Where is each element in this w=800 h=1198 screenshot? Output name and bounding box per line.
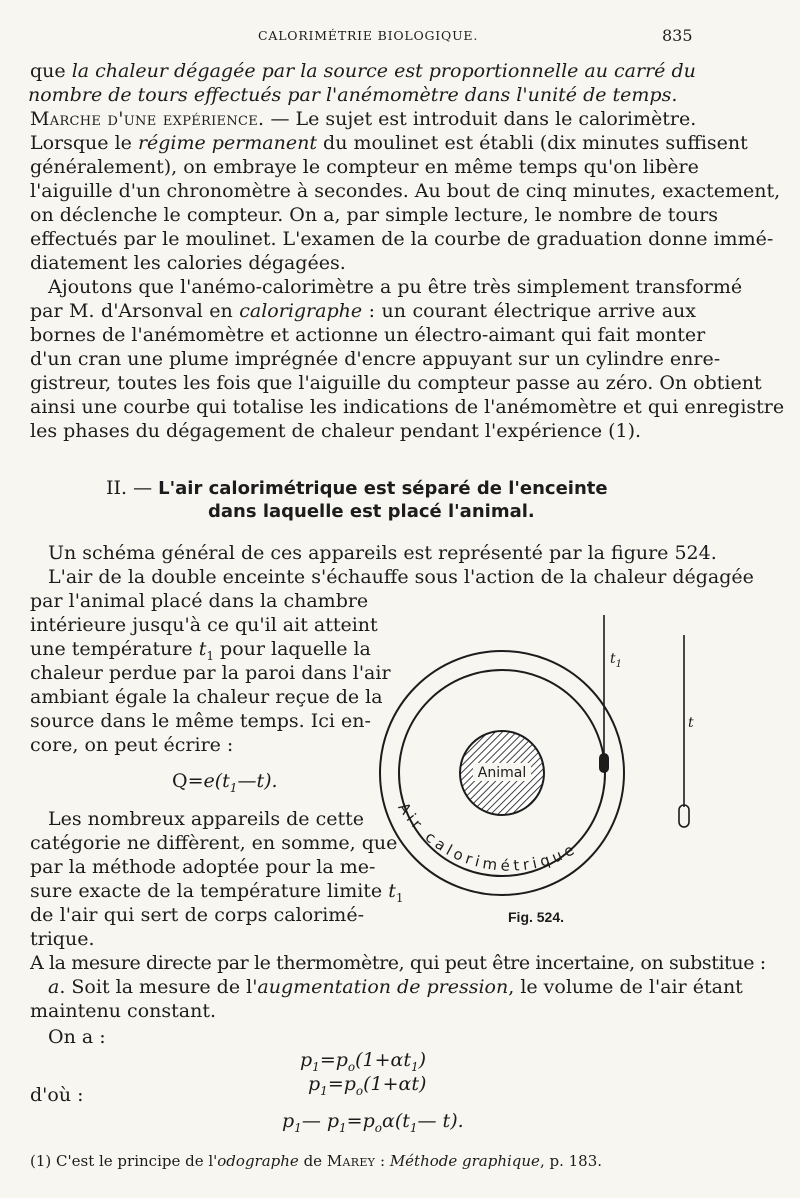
text-span: , le volume de l'air étant: [508, 976, 743, 998]
thermometer-t-bulb: [679, 805, 689, 827]
math-var: =p: [327, 1073, 356, 1095]
equation-3: [282, 1110, 464, 1135]
text-line: Un schéma général de ces appareils est représenté par la figure 524.: [48, 542, 717, 564]
text-line: Les nombreux appareils de cette: [48, 808, 364, 830]
math-subscript: o: [374, 1120, 382, 1135]
math-var: t: [198, 638, 207, 660]
math-subscript: 1: [229, 780, 238, 795]
equation-1: [300, 1049, 426, 1074]
text-line: Ajoutons que l'anémo-calorimètre a pu être très simplement transformé: [48, 276, 743, 298]
small-caps-heading: Marche d'une expérience.: [30, 108, 265, 130]
math-var: =p: [346, 1110, 375, 1132]
italic-span: Méthode graphique: [389, 1152, 540, 1170]
ring-label-path: Air calorimétrique: [394, 799, 581, 875]
text-line: [30, 131, 748, 155]
text-line: A la mesure directe par le thermomètre, qui peut être incertaine, on substitue :: [30, 952, 766, 974]
t1-label: [610, 651, 622, 670]
math-subscript: 1: [339, 1120, 347, 1135]
italic-span: la chaleur dégagée par la source est proportionnelle au carré du: [71, 60, 696, 82]
section-title-line-2: dans laquelle est placé l'animal.: [208, 501, 535, 522]
running-title: CALORIMÉTRIE BIOLOGIQUE.: [258, 28, 479, 43]
text-span: du moulinet est établi (dix minutes suffisent: [317, 132, 748, 154]
text-span: :: [375, 1152, 390, 1170]
text-span: — Le sujet est introduit dans le calorimètre.: [264, 108, 697, 130]
t-label: t: [688, 715, 694, 731]
text-line: l'aiguille d'un chronomètre à secondes. Au bout de cinq minutes, exactement,: [30, 180, 781, 202]
italic-span: régime permanent: [137, 132, 317, 154]
math-subscript: 1: [294, 1120, 302, 1135]
text-line: de l'air qui sert de corps calorimé-: [30, 904, 364, 926]
text-line: les phases du dégagement de chaleur pendant l'expérience (1).: [30, 420, 642, 442]
text-line: [30, 59, 694, 83]
math-subscript: o: [347, 1059, 356, 1074]
text-line: bornes de l'anémomètre et actionne un électro-aimant qui fait monter: [30, 324, 706, 346]
text-line: L'air de la double enceinte s'échauffe sous l'action de la chaleur dégagée: [48, 566, 754, 588]
math-var: e(t: [203, 770, 230, 792]
math-var: =p: [319, 1049, 348, 1071]
text-line: par la méthode adoptée pour la me-: [30, 856, 376, 878]
animal-label: Animal: [477, 765, 527, 781]
figure-caption: Fig. 524.: [508, 909, 565, 925]
text-span: sure exacte de la température limite: [30, 880, 389, 902]
text-line: On a :: [48, 1026, 106, 1048]
math-subscript: 1: [395, 890, 404, 905]
footnote: [30, 1152, 602, 1170]
math-var: —t).: [237, 770, 278, 792]
math-var: α(t: [381, 1110, 410, 1132]
math-var: — p: [301, 1110, 340, 1132]
italic-span: augmentation de pression: [257, 976, 509, 998]
text-line: gistreur, toutes les fois que l'aiguille du compteur passe au zéro. On obtient: [30, 372, 762, 394]
text-line: [30, 107, 697, 131]
author-name: Marey: [326, 1152, 376, 1170]
text-span: par M. d'Arsonval en: [30, 300, 240, 322]
math-var: p: [282, 1110, 295, 1132]
math-var: — t).: [417, 1110, 464, 1132]
text-line: ainsi une courbe qui totalise les indications de l'anémomètre et qui enregistre: [30, 396, 785, 418]
math-subscript: 1: [312, 1059, 320, 1074]
section-number: II. —: [106, 477, 159, 499]
text-line: nombre de tours effectués par l'anémomètre dans l'unité de temps.: [28, 84, 678, 106]
text-line: source dans le même temps. Ici en-: [30, 710, 371, 732]
math-subscript: 1: [411, 1059, 419, 1074]
italic-span: a: [48, 976, 60, 998]
text-span: Lorsque le: [30, 132, 138, 154]
math-subscript: 1: [409, 1120, 418, 1135]
section-title-line-1: [106, 476, 608, 501]
text-span: . Soit la mesure de l': [59, 976, 258, 998]
text-line: intérieure jusqu'à ce qu'il ait atteint: [30, 614, 378, 636]
text-line: [30, 299, 696, 323]
math-var: ): [418, 1049, 427, 1071]
page-header: [0, 22, 800, 48]
text-line: chaleur perdue par la paroi dans l'air: [30, 662, 391, 684]
math-var: (1+αt): [363, 1073, 427, 1095]
math-subscript: o: [355, 1083, 364, 1098]
text-line: d'un cran une plume imprégnée d'encre appuyant sur un cylindre enre-: [30, 348, 721, 370]
text-line: on déclenche le compteur. On a, par simple lecture, le nombre de tours: [30, 204, 718, 226]
text-line: catégorie ne diffèrent, en somme, que: [30, 832, 398, 854]
math-var: p: [308, 1073, 321, 1095]
page-number: 835: [662, 26, 693, 45]
text-span: : un courant électrique arrive aux: [362, 300, 696, 322]
text-span: de: [298, 1152, 327, 1170]
text-line: diatement les calories dégagées.: [30, 252, 346, 274]
equation-2: [308, 1073, 426, 1098]
text-line: [48, 975, 743, 999]
text-line: d'où :: [30, 1084, 84, 1106]
figure-524: [370, 595, 700, 935]
text-line: effectués par le moulinet. L'examen de la courbe de graduation donne immé-: [30, 228, 774, 250]
math-subscript: 1: [320, 1083, 328, 1098]
text-span: pour laquelle la: [214, 638, 371, 660]
text-span: , p. 183.: [539, 1152, 603, 1170]
italic-span: calorigraphe: [239, 300, 363, 322]
math-subscript: 1: [206, 648, 214, 663]
t1-letter: t: [610, 651, 616, 667]
text-span: une température: [30, 638, 199, 660]
text-line: trique.: [30, 928, 95, 950]
text-line: ambiant égale la chaleur reçue de la: [30, 686, 383, 708]
section-title: L'air calorimétrique est séparé de l'enceinte: [158, 478, 608, 499]
math-text: Q=: [172, 770, 204, 792]
equation-q: [172, 770, 278, 795]
math-var: t: [388, 880, 396, 902]
text-line: maintenu constant.: [30, 1000, 216, 1022]
text-line: core, on peut écrire :: [30, 734, 234, 756]
t1-subscript: 1: [615, 659, 623, 670]
footnote-marker: (1): [30, 1152, 52, 1170]
math-var: p: [300, 1049, 313, 1071]
thermometer-t1-bulb: [599, 753, 609, 773]
text-line: généralement), on embraye le compteur en même temps qu'on libère: [30, 156, 699, 178]
italic-span: odographe: [217, 1152, 299, 1170]
math-var: (1+αt: [355, 1049, 412, 1071]
text-span: C'est le principe de l': [51, 1152, 218, 1170]
text-span: que: [30, 60, 72, 82]
text-line: par l'animal placé dans la chambre: [30, 590, 369, 612]
